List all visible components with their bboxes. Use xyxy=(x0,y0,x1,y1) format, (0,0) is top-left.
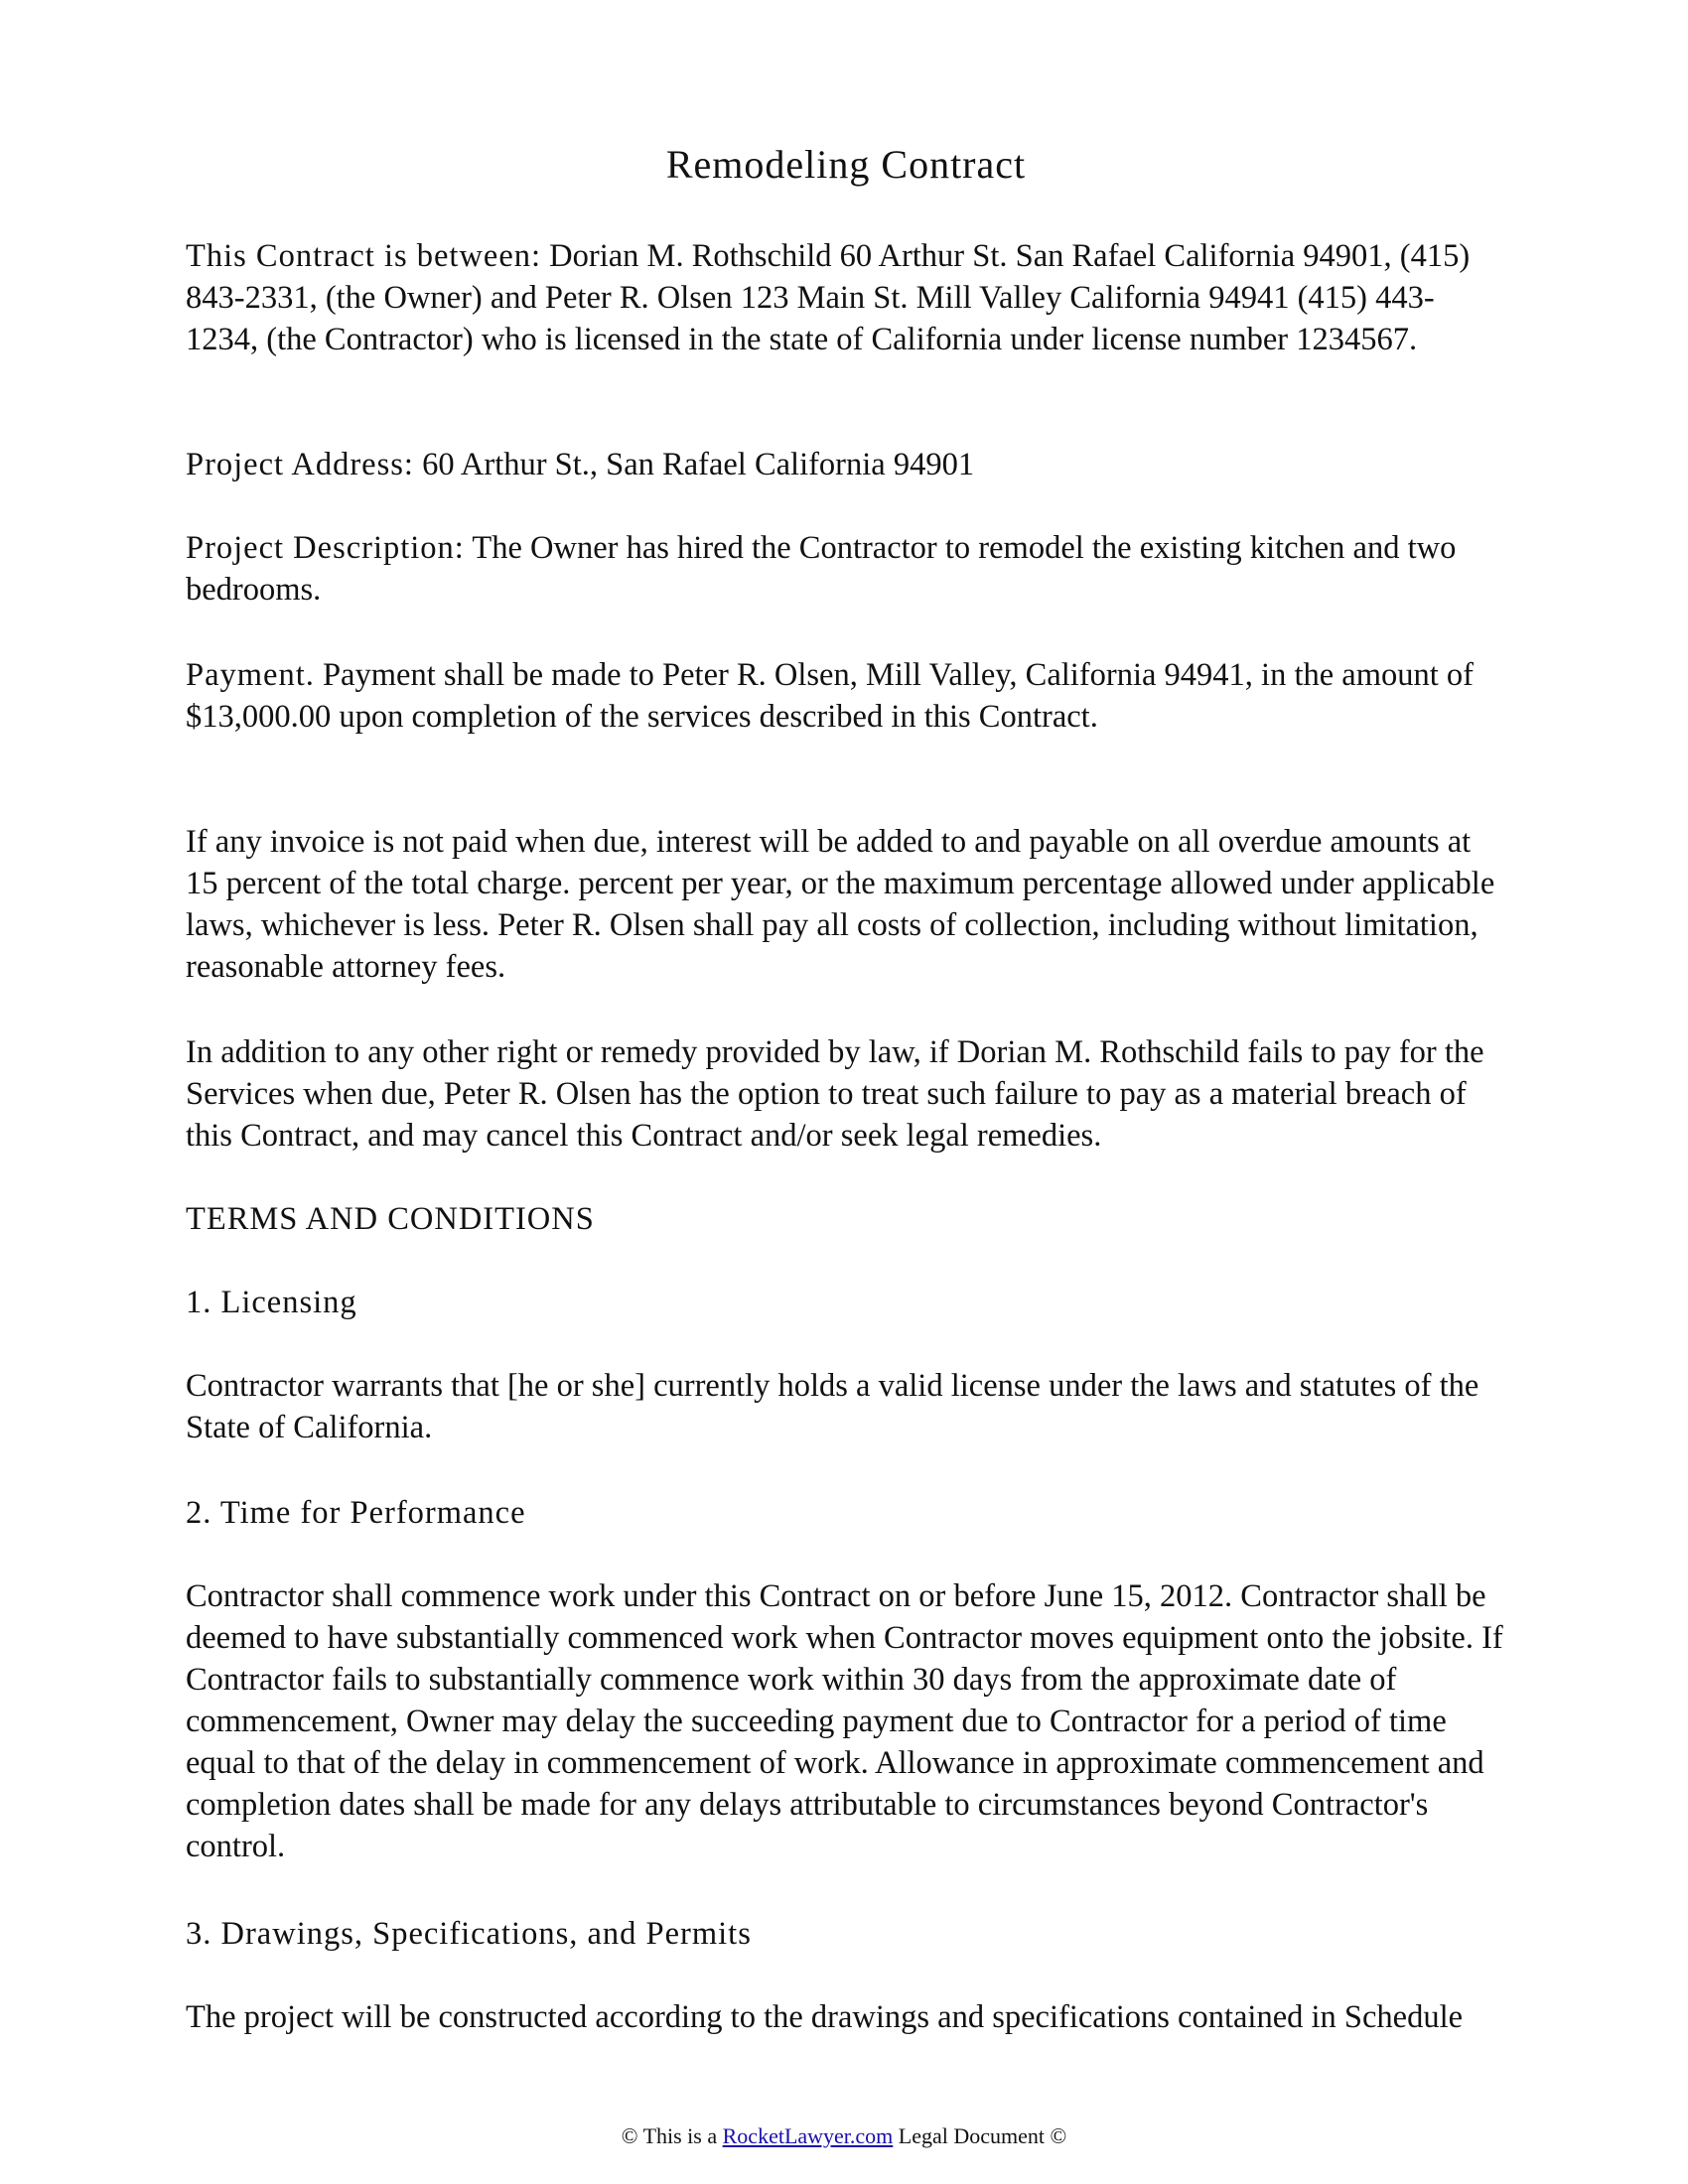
default-remedy-paragraph: In addition to any other right or remedy provided by law, if Dorian M. Rothschild fails to pay for the Services when due, Peter R. Olsen has the option to treat such failure to pay as a material breach of this Contract, and may cancel this Contract and/or seek legal remedies. xyxy=(186,1034,1484,1154)
project-description-paragraph xyxy=(186,527,1506,611)
section-heading: 2. Time for Performance xyxy=(186,1495,526,1531)
parties-text: Dorian M. Rothschild 60 Arthur St. San Rafael California 94901, (415) 843-2331, (the Owner) and Peter R. Olsen 123 Main St. Mill Valley California 94941 (415) 443-1234, (the Contractor) who is licensed in the state of California under license number 1234567. xyxy=(186,238,1471,357)
rocketlawyer-link[interactable]: RocketLawyer.com xyxy=(722,2123,894,2148)
footer xyxy=(0,2121,1688,2151)
project-address-label: Project Address: xyxy=(186,447,414,482)
project-description-label: Project Description: xyxy=(186,530,465,566)
parties-label: This Contract is between: xyxy=(186,238,542,274)
section-body: Contractor warrants that [he or she] currently holds a valid license under the laws and statutes of the State of California. xyxy=(186,1368,1479,1445)
section-heading: 1. Licensing xyxy=(186,1285,357,1320)
project-address-paragraph xyxy=(186,444,1506,485)
late-payment-paragraph: If any invoice is not paid when due, interest will be added to and payable on all overdue amounts at 15 percent of the total charge. percent per year, or the maximum percentage allowed under applicable laws, whichever is less. Peter R. Olsen shall pay all costs of collection, including without limitation, reasonable attorney fees. xyxy=(186,824,1495,985)
footer-prefix: © This is a xyxy=(621,2123,723,2148)
project-description-text: The Owner has hired the Contractor to remodel the existing kitchen and two bedrooms. xyxy=(186,530,1457,608)
project-address-text: 60 Arthur St., San Rafael California 94901 xyxy=(413,447,975,482)
payment-paragraph xyxy=(186,654,1506,738)
section-body: The project will be constructed according to the drawings and specifications contained in Schedule xyxy=(186,1999,1464,2035)
document-title: Remodeling Contract xyxy=(665,142,1027,187)
section-body: Contractor shall commence work under this Contract on or before June 15, 2012. Contractor shall be deemed to have substantially commenced work when Contractor moves equipment onto the jobsite. If Contractor fails to substantially commence work within 30 days from the approximate date of commencement, Owner may delay the succeeding payment due to Contractor for a period of time equal to that of the delay in commencement of work. Allowance in approximate commencement and completion dates shall be made for any delays attributable to circumstances beyond Contractor's control. xyxy=(186,1578,1503,1864)
parties-paragraph xyxy=(186,235,1506,360)
terms-heading: TERMS AND CONDITIONS xyxy=(186,1201,595,1237)
section-heading: 3. Drawings, Specifications, and Permits xyxy=(186,1916,752,1952)
payment-label: Payment. xyxy=(186,657,315,693)
footer-suffix: Legal Document © xyxy=(893,2123,1067,2148)
payment-text: Payment shall be made to Peter R. Olsen, Mill Valley, California 94941, in the amount of $13,000.00 upon completion of the services described in this Contract. xyxy=(186,657,1474,735)
